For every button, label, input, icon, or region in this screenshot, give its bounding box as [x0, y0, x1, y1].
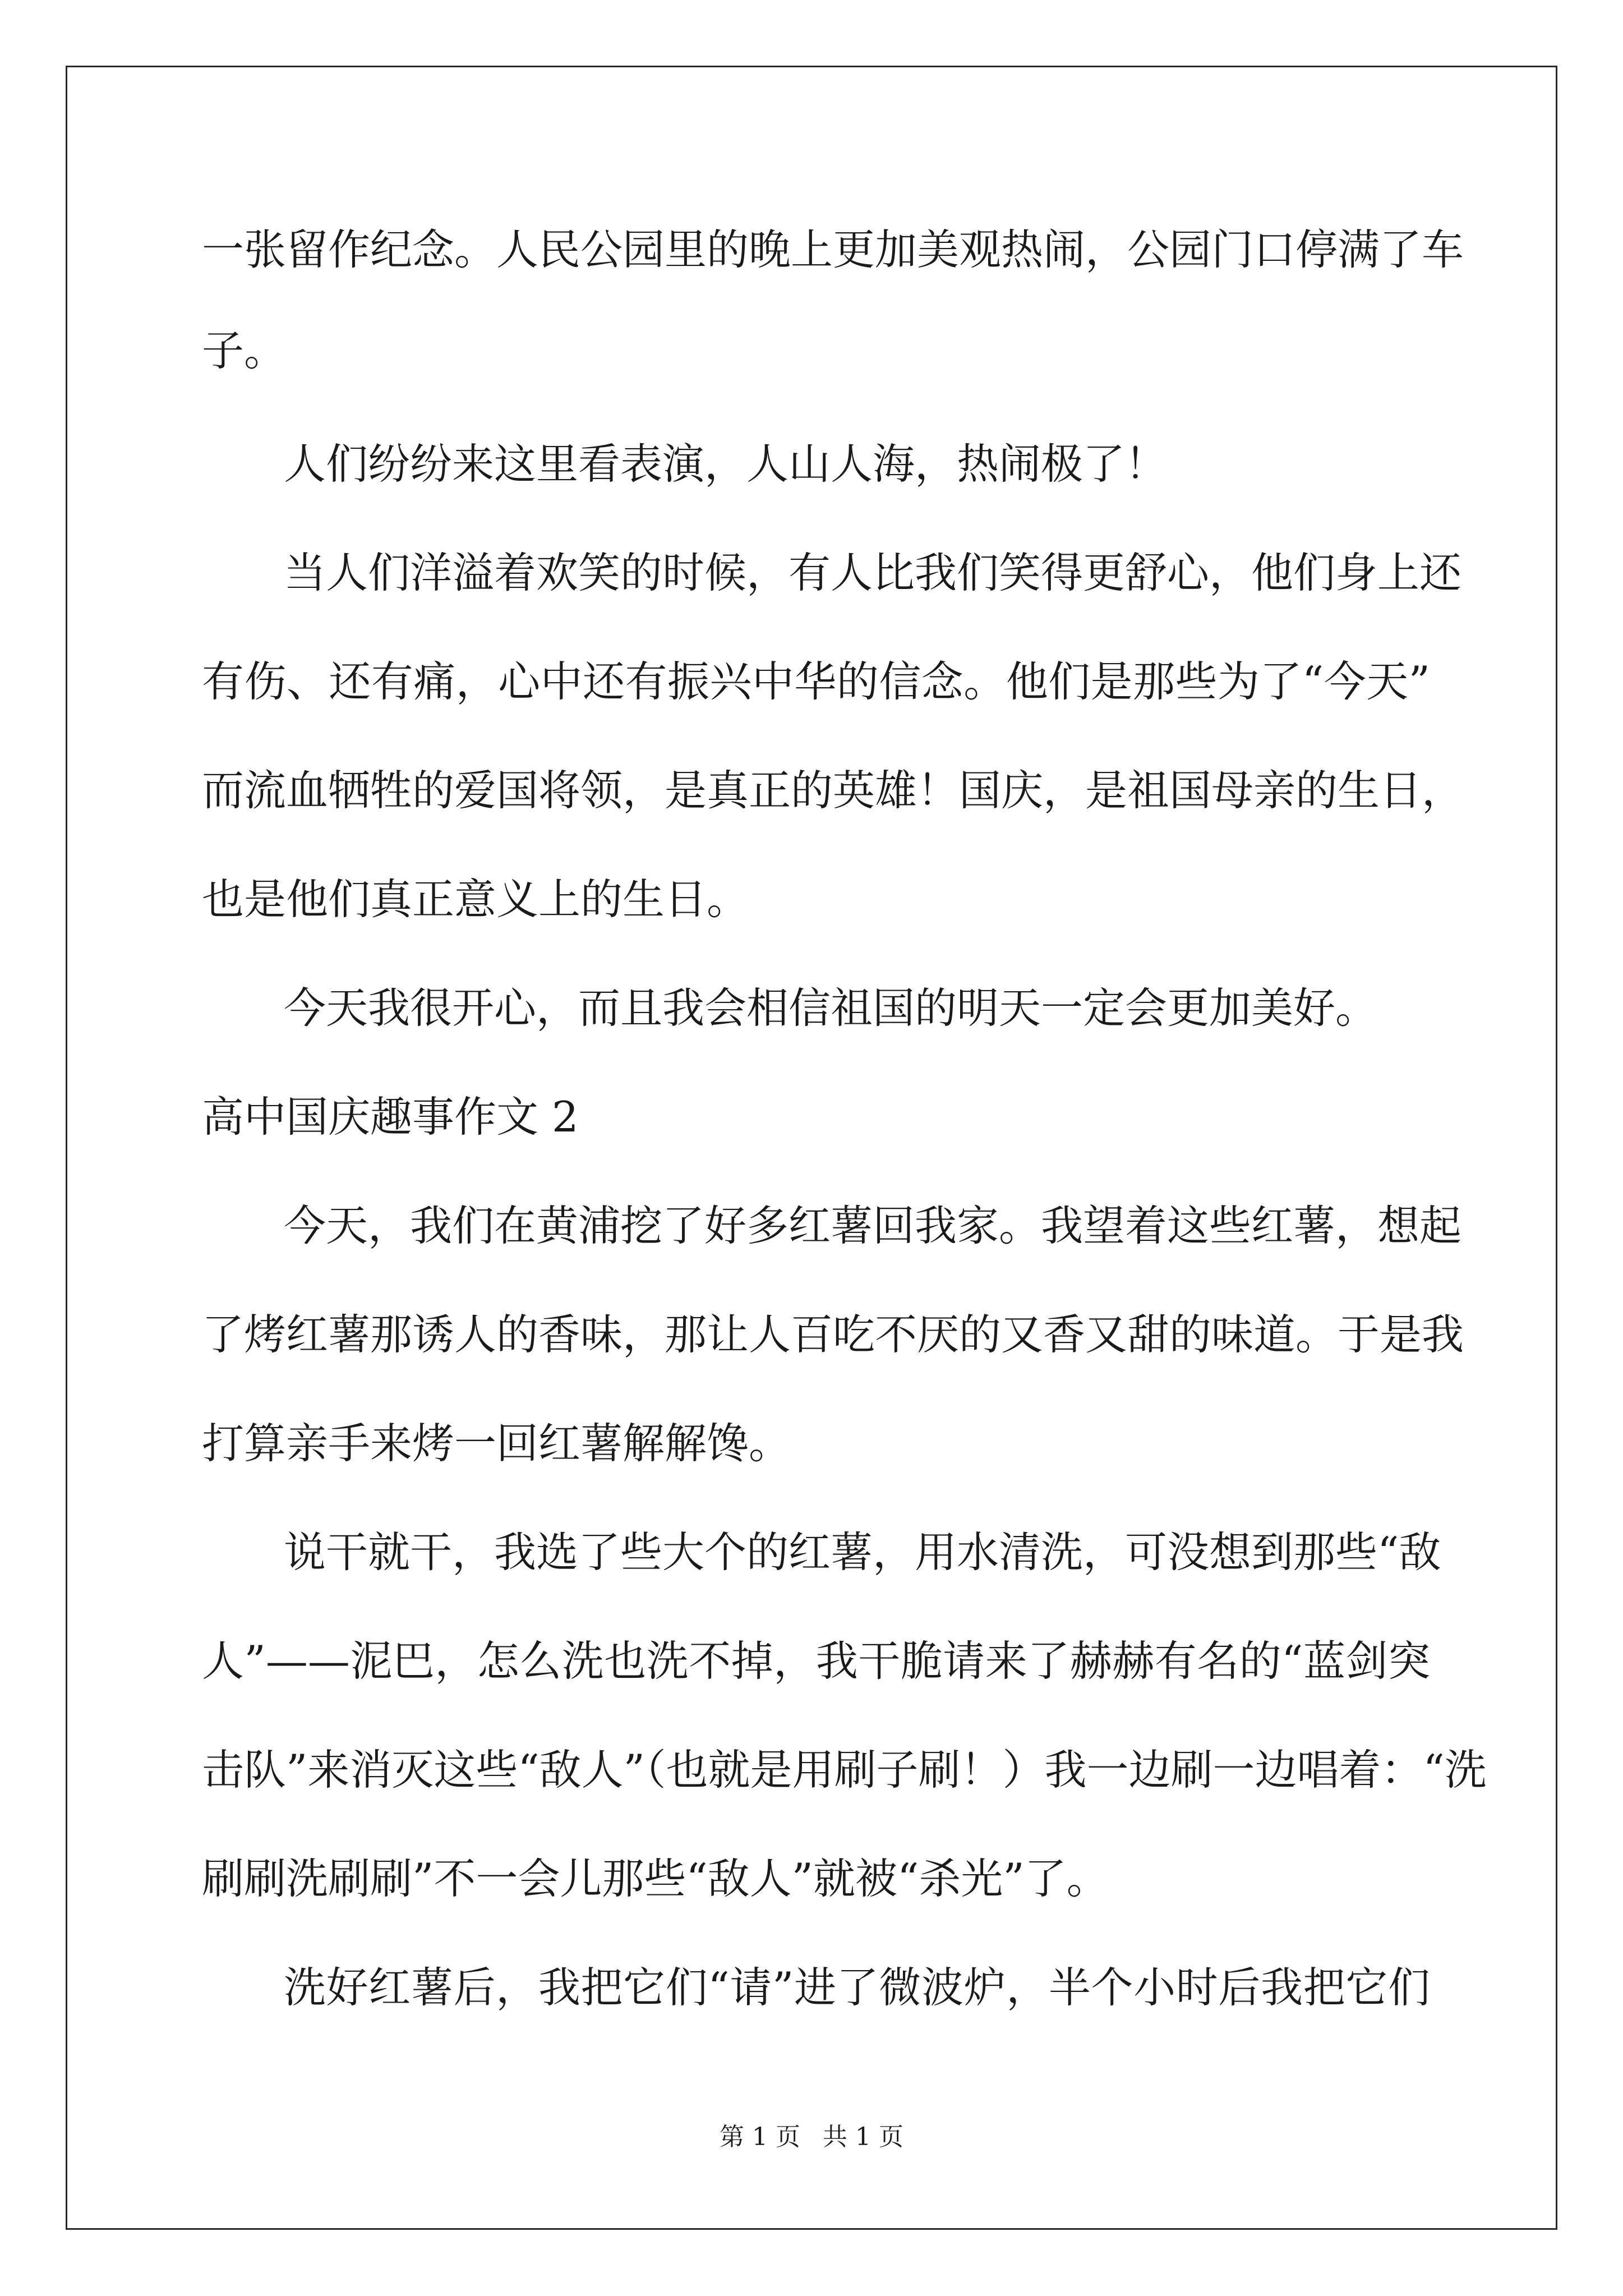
text-line: 洗好红薯后，我把它们“请”进了微波炉，半个小时后我把它们	[284, 1963, 1430, 2012]
text-line: 击队”来消灭这些“敌人”（也就是用刷子刷！）我一边刷一边唱着：“洗	[202, 1745, 1487, 1795]
text-line: 今天，我们在黄浦挖了好多红薯回我家。我望着这些红薯，想起	[284, 1201, 1462, 1250]
text-line: 了烤红薯那诱人的香味，那让人百吃不厌的又香又甜的味道。于是我	[202, 1310, 1464, 1359]
text-line: 人们纷纷来这里看表演，人山人海，热闹极了！	[284, 439, 1168, 489]
text-line: 刷刷洗刷刷”不一会儿那些“敌人”就被“杀光”了。	[202, 1854, 1109, 1903]
text-line: 子。	[202, 326, 287, 375]
text-line: 今天我很开心，而且我会相信祖国的明天一定会更加美好。	[284, 983, 1378, 1033]
page-number: 第 1 页	[720, 2123, 800, 2151]
page-footer	[0, 2120, 1623, 2154]
text-line: 当人们洋溢着欢笑的时候，有人比我们笑得更舒心，他们身上还	[284, 548, 1462, 597]
section-heading: 高中国庆趣事作文 2	[202, 1092, 579, 1142]
text-line: 也是他们真正意义上的生日。	[202, 875, 749, 924]
text-line: 说干就干，我选了些大个的红薯，用水清洗，可没想到那些“敌	[284, 1527, 1441, 1577]
text-line: 打算亲手来烤一回红薯解解馋。	[202, 1419, 791, 1468]
text-line: 人”——泥巴，怎么洗也洗不掉，我干脆请来了赫赫有名的“蓝剑突	[202, 1636, 1430, 1686]
text-line: 有伤、还有痛，心中还有振兴中华的信念。他们是那些为了“今天”	[202, 657, 1430, 706]
text-line: 而流血牺牲的爱国将领，是真正的英雄！国庆，是祖国母亲的生日，	[202, 766, 1464, 815]
page-total: 共 1 页	[823, 2123, 903, 2151]
text-line: 一张留作纪念。人民公园里的晚上更加美观热闹，公园门口停满了车	[202, 225, 1464, 274]
